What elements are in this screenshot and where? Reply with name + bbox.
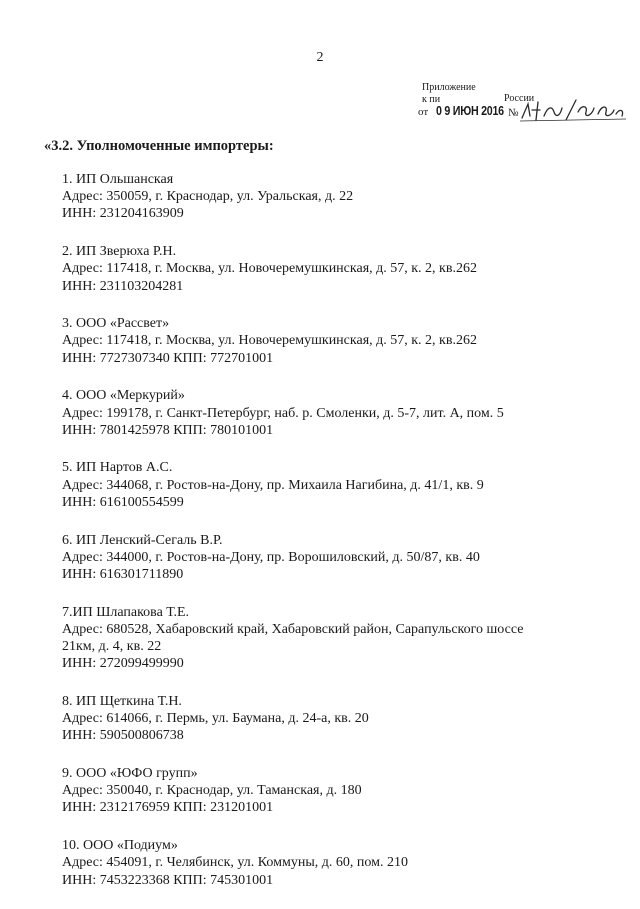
importer-tax-ids: ИНН: 231103204281 [62, 278, 184, 294]
list-item [62, 693, 622, 745]
date-stamp: 0 9 ИЮН 2016 [436, 103, 504, 118]
importer-name: 1. ИП Ольшанская [62, 172, 174, 187]
importer-name: 10. ООО «Подиум» [62, 838, 178, 854]
list-item [62, 171, 622, 223]
list-item [62, 315, 622, 367]
importer-tax-ids: ИНН: 231204163909 [62, 206, 184, 222]
importer-address: Адрес: 117418, г. Москва, ул. Новочеремушкинская, д. 57, к. 2, кв.262 [62, 261, 477, 277]
importer-tax-ids: ИНН: 616100554599 [62, 494, 184, 510]
importer-tax-ids: ИНН: 7453223368 КПП: 745301001 [62, 872, 274, 888]
importer-address: Адрес: 350040, г. Краснодар, ул. Таманская, д. 180 [62, 783, 362, 799]
page-number: 2 [316, 50, 324, 65]
list-item [62, 837, 622, 889]
importer-name: 8. ИП Щеткина Т.Н. [62, 693, 182, 709]
list-item [62, 532, 622, 584]
importers-list [62, 171, 622, 909]
importer-name: 5. ИП Нартов А.С. [62, 460, 173, 476]
importer-tax-ids: ИНН: 590500806738 [62, 728, 184, 744]
importer-name: 7.ИП Шлапакова Т.Е. [62, 604, 189, 620]
list-item [62, 387, 622, 439]
importer-address: Адрес: 344000, г. Ростов-на-Дону, пр. Ворошиловский, д. 50/87, кв. 40 [62, 549, 480, 565]
importer-address: Адрес: 680528, Хабаровский край, Хабаровский район, Сарапульского шоссе [62, 621, 524, 637]
importer-address: Адрес: 454091, г. Челябинск, ул. Коммуны, д. 60, пом. 210 [62, 855, 408, 871]
appendix-from-label: от [418, 106, 429, 118]
appendix-block [418, 82, 628, 124]
importer-address: Адрес: 199178, г. Санкт-Петербург, наб. р. Смоленки, д. 5-7, лит. А, пом. 5 [62, 405, 504, 421]
list-item [62, 459, 622, 511]
importer-address: Адрес: 117418, г. Москва, ул. Новочеремушкинская, д. 57, к. 2, кв.262 [62, 333, 477, 349]
importer-address: Адрес: 344068, г. Ростов-на-Дону, пр. Михаила Нагибина, д. 41/1, кв. 9 [62, 477, 484, 493]
importer-address: Адрес: 350059, г. Краснодар, ул. Уральская, д. 22 [62, 189, 354, 205]
number-label: № [508, 107, 519, 119]
importer-name: 9. ООО «ЮФО групп» [62, 766, 198, 782]
list-item [62, 604, 622, 673]
appendix-title: Приложение [422, 82, 476, 93]
section-title: «3.2. Уполномоченные импортеры: [44, 138, 274, 154]
importer-name: 3. ООО «Рассвет» [62, 316, 170, 332]
importer-name: 4. ООО «Меркурий» [62, 388, 185, 404]
importer-tax-ids: ИНН: 616301711890 [62, 566, 184, 582]
importer-name: 2. ИП Зверюха Р.Н. [62, 244, 177, 260]
importer-address: Адрес: 614066, г. Пермь, ул. Баумана, д. 24-а, кв. 20 [62, 711, 369, 727]
appendix-order-prefix: к пи [422, 94, 441, 105]
importer-tax-ids: ИНН: 272099499990 [62, 656, 184, 672]
importer-name: 6. ИП Ленский-Сегаль В.Р. [62, 532, 223, 548]
appendix-order-suffix: России [504, 93, 535, 104]
importer-address-continued: 21км, д. 4, кв. 22 [62, 639, 162, 655]
list-item [62, 765, 622, 817]
list-item [62, 243, 622, 295]
handwritten-number-signature [518, 98, 628, 124]
importer-tax-ids: ИНН: 2312176959 КПП: 231201001 [62, 800, 274, 816]
importer-tax-ids: ИНН: 7727307340 КПП: 772701001 [62, 350, 274, 366]
importer-tax-ids: ИНН: 7801425978 КПП: 780101001 [62, 422, 274, 438]
